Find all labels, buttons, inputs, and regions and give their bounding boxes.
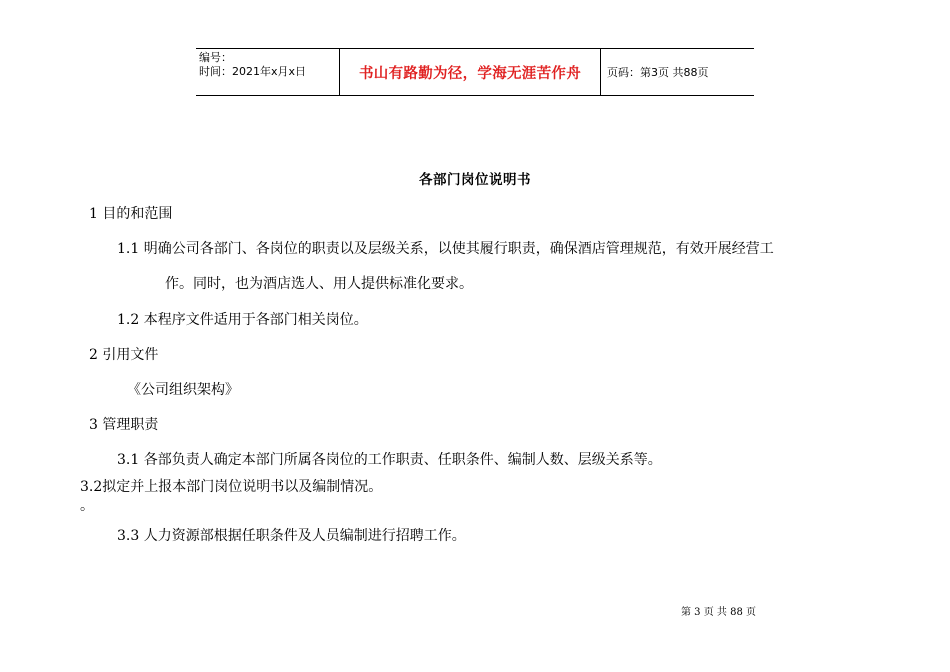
document-title: 各部门岗位说明书 xyxy=(419,172,531,188)
paragraph-3-2: 3.2拟定并上报本部门岗位说明书以及编制情况。 xyxy=(80,479,383,495)
paragraph-3-1: 3.1 各部负责人确定本部门所属各岗位的工作职责、任职条件、编制人数、层级关系等。 xyxy=(117,452,662,468)
section-2-heading: 2 引用文件 xyxy=(89,347,159,363)
paragraph-3-3: 3.3 人力资源部根据任职条件及人员编制进行招聘工作。 xyxy=(117,528,466,544)
section-1-heading: 1 目的和范围 xyxy=(89,206,173,222)
section-3-heading: 3 管理职责 xyxy=(89,417,159,433)
number-label: 编号： xyxy=(199,51,232,64)
header-slogan: 书山有路勤为径，学海无涯苦作舟 xyxy=(339,49,601,95)
page-header xyxy=(196,48,754,96)
paragraph-1-1-line-1: 1.1 明确公司各部门、各岗位的职责以及层级关系，以使其履行职责，确保酒店管理规范，有效开展经营工 xyxy=(117,241,774,257)
header-meta-cell xyxy=(196,49,339,95)
header-page-code: 页码：第3页 共88页 xyxy=(607,66,709,79)
time-label: 时间：2021年x月x日 xyxy=(199,65,307,78)
paragraph-1-2: 1.2 本程序文件适用于各部门相关岗位。 xyxy=(117,312,368,328)
paragraph-1-1-line-2: 作。同时，也为酒店选人、用人提供标准化要求。 xyxy=(165,276,473,292)
page-footer: 第 3 页 共 88 页 xyxy=(681,607,756,618)
stray-period: 。 xyxy=(80,498,94,514)
reference-document: 《公司组织架构》 xyxy=(127,382,239,398)
